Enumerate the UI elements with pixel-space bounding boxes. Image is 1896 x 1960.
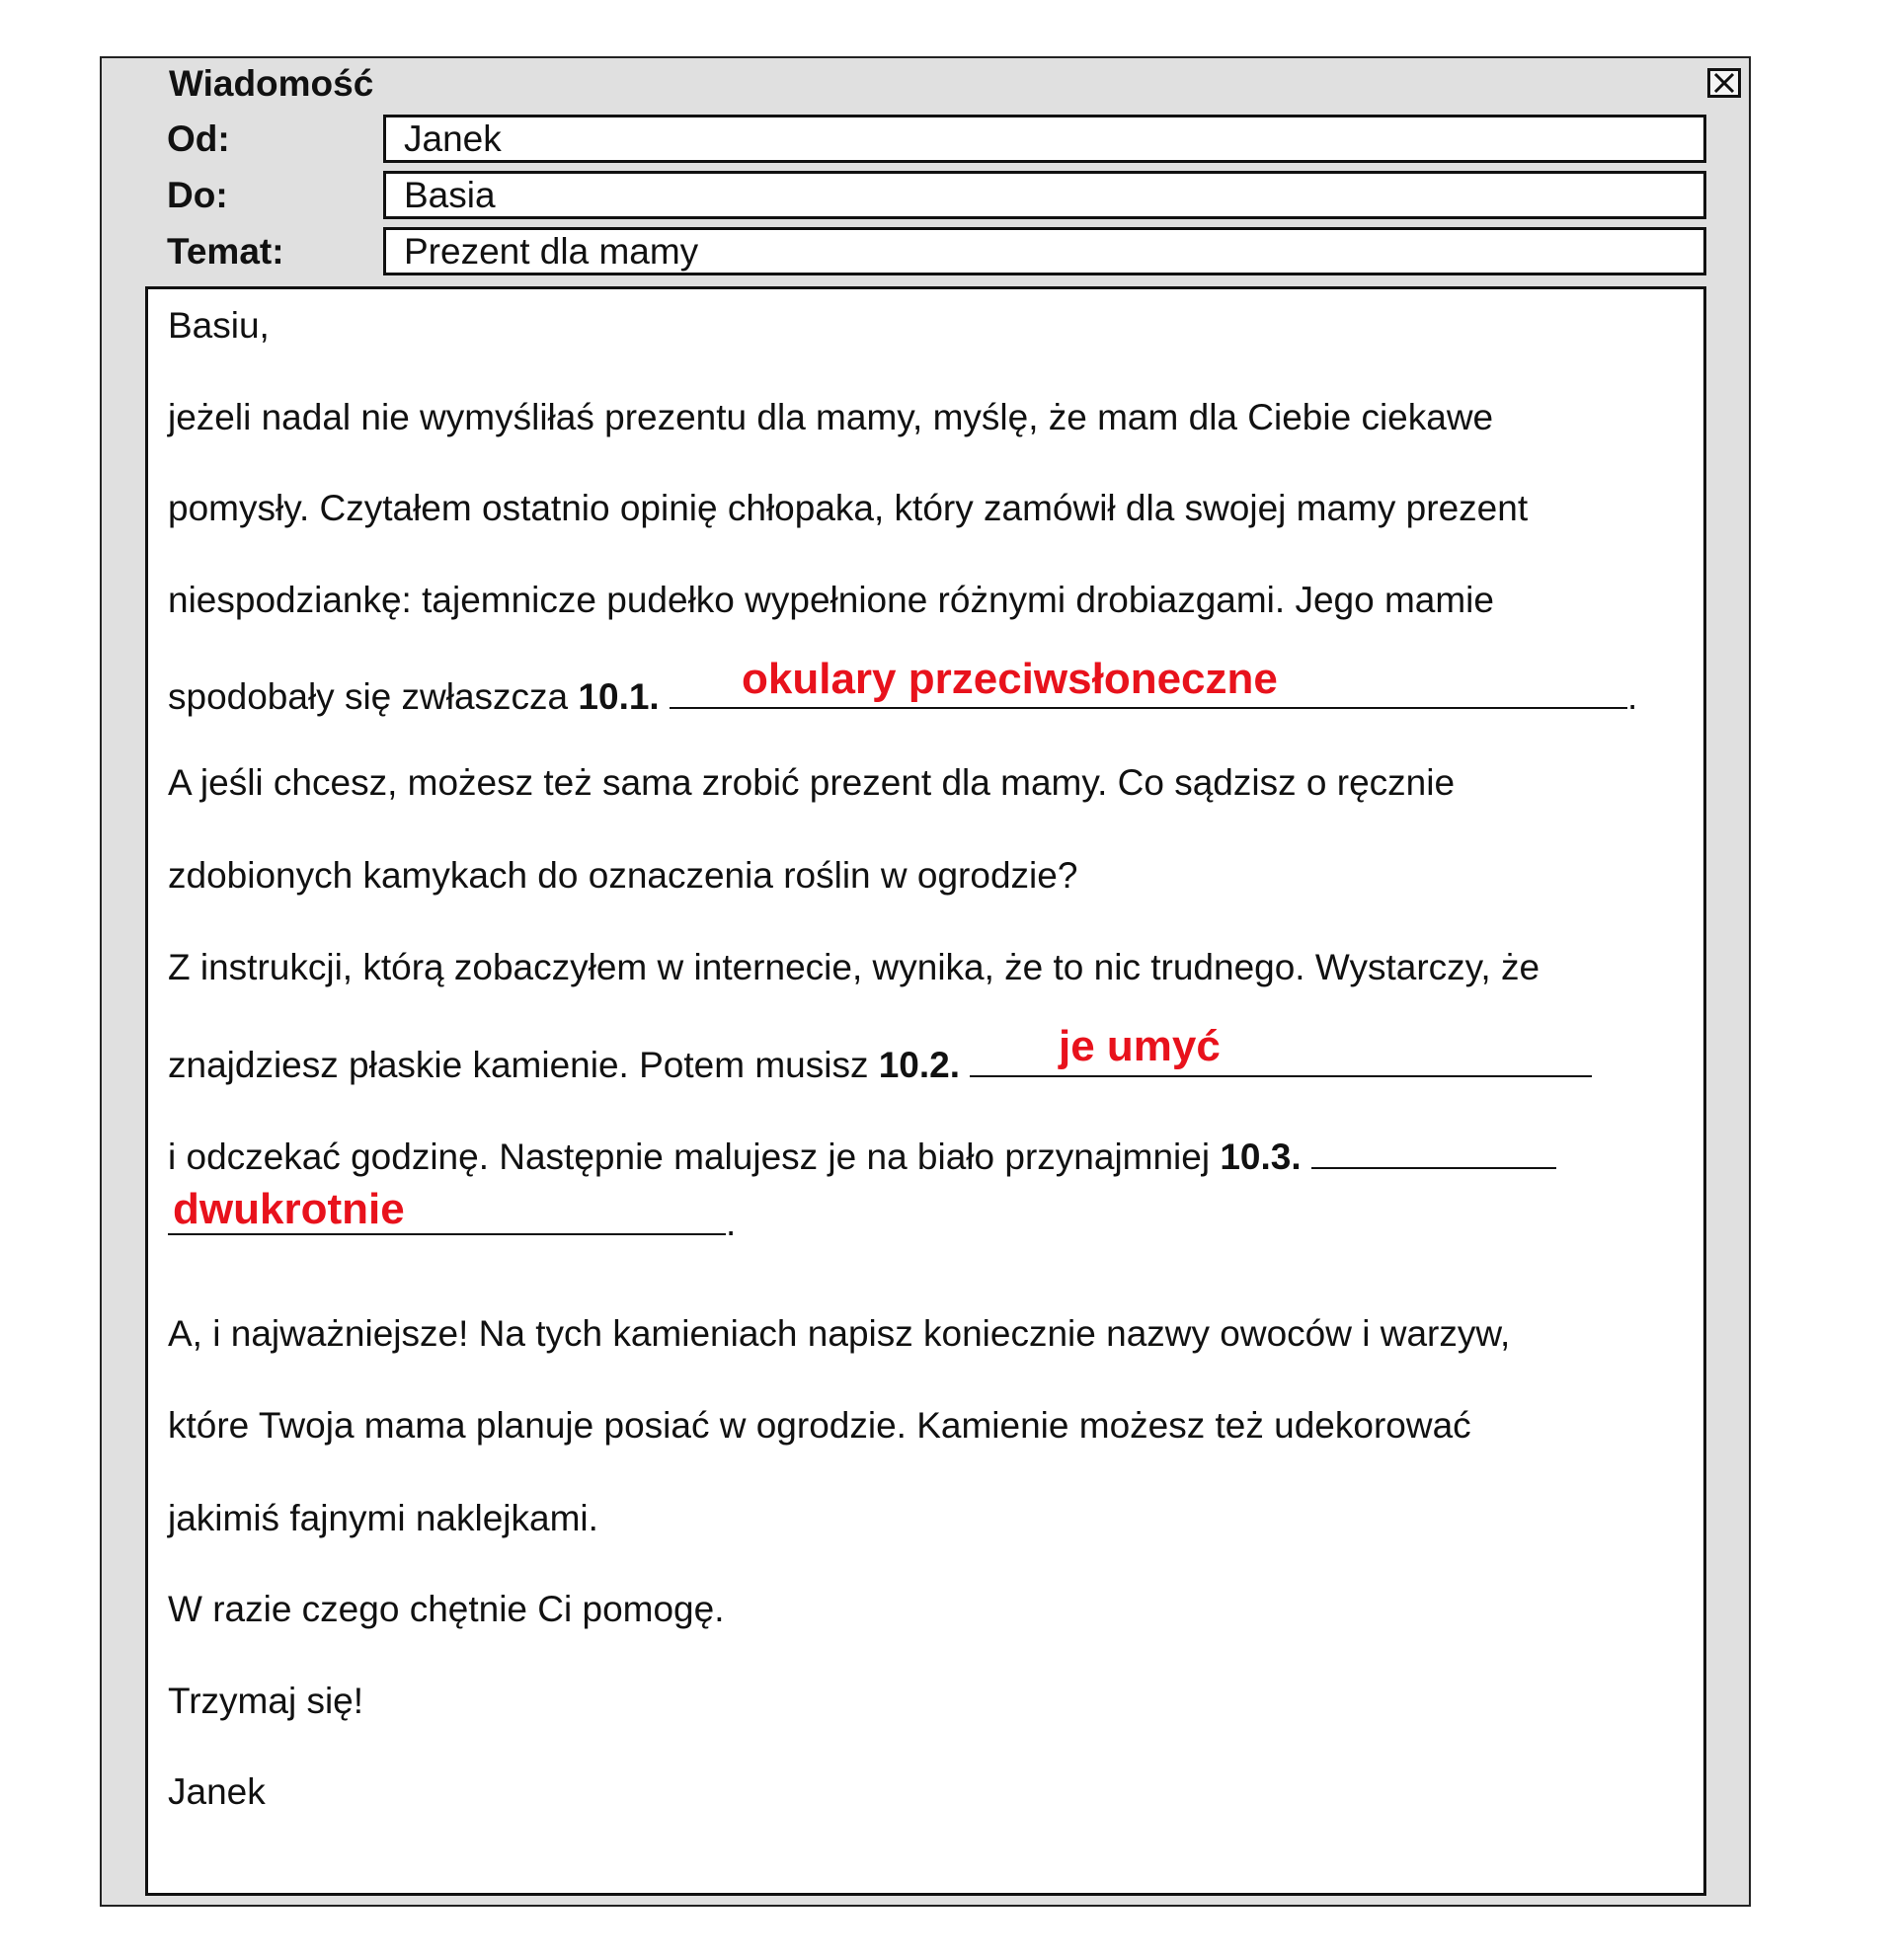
body-line: W razie czego chętnie Ci pomogę. xyxy=(168,1589,725,1629)
body-line: pomysły. Czytałem ostatnio opinię chłopaka, który zamówił dla swojej mamy prezent xyxy=(168,488,1529,528)
gap-line-3-continued xyxy=(168,1196,736,1245)
gap-line-3 xyxy=(168,1130,1556,1179)
to-field[interactable]: Basia xyxy=(383,171,1706,219)
gap-number: 10.3. xyxy=(1220,1137,1302,1177)
answer-blank[interactable] xyxy=(1311,1130,1556,1169)
body-text: znajdziesz płaskie kamienie. Potem musisz xyxy=(168,1045,879,1085)
body-text: spodobały się zwłaszcza xyxy=(168,676,579,717)
greeting: Basiu, xyxy=(168,305,270,346)
message-window xyxy=(100,56,1751,1907)
period: . xyxy=(1627,676,1638,717)
signature: Janek xyxy=(168,1771,266,1812)
subject-field[interactable]: Prezent dla mamy xyxy=(383,227,1706,275)
window-title: Wiadomość xyxy=(169,63,374,104)
body-line: zdobionych kamykach do oznaczenia roślin w ogrodzie? xyxy=(168,855,1078,896)
body-line: które Twoja mama planuje posiać w ogrodzie. Kamienie możesz też udekorować xyxy=(168,1405,1471,1446)
answer-10-2: je umyć xyxy=(1059,1022,1221,1070)
answer-10-1: okulary przeciwsłoneczne xyxy=(742,655,1278,703)
body-line: A, i najważniejsze! Na tych kamieniach napisz koniecznie nazwy owoców i warzyw, xyxy=(168,1313,1511,1354)
from-field[interactable]: Janek xyxy=(383,115,1706,163)
body-line: jakimiś fajnymi naklejkami. xyxy=(168,1498,598,1538)
gap-number: 10.1. xyxy=(578,676,660,717)
body-line: Z instrukcji, którą zobaczyłem w internecie, wynika, że to nic trudnego. Wystarczy, że xyxy=(168,947,1540,987)
body-text: i odczekać godzinę. Następnie malujesz je na biało przynajmniej xyxy=(168,1137,1221,1177)
gap-number: 10.2. xyxy=(878,1045,961,1085)
body-line: niespodziankę: tajemnicze pudełko wypełnione różnymi drobiazgami. Jego mamie xyxy=(168,580,1494,620)
close-icon[interactable] xyxy=(1707,68,1741,98)
to-label: Do: xyxy=(167,175,228,215)
from-label: Od: xyxy=(167,118,230,159)
close-x-glyph xyxy=(1712,72,1736,94)
message-body[interactable] xyxy=(145,286,1706,1896)
body-line: A jeśli chcesz, możesz też sama zrobić prezent dla mamy. Co sądzisz o ręcznie xyxy=(168,762,1456,803)
answer-blank[interactable] xyxy=(168,1196,726,1235)
answer-10-3: dwukrotnie xyxy=(173,1185,405,1233)
gap-line-2 xyxy=(168,1038,1592,1087)
closing: Trzymaj się! xyxy=(168,1681,364,1721)
period: . xyxy=(726,1203,737,1243)
body-line: jeżeli nadal nie wymyśliłaś prezentu dla mamy, myślę, że mam dla Ciebie ciekawe xyxy=(168,397,1494,437)
subject-label: Temat: xyxy=(167,231,284,272)
